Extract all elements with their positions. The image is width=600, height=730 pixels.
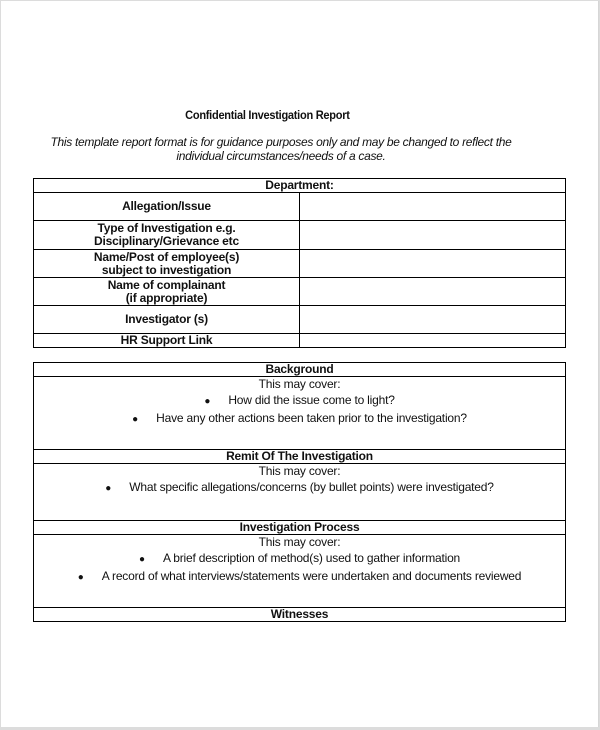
process-bullet-1: ● A brief description of method(s) used to gather information <box>138 551 461 565</box>
background-bullet-1: ● How did the issue come to light? <box>204 393 395 407</box>
sections-table <box>33 362 566 622</box>
remit-body[interactable] <box>34 464 566 521</box>
intro-line-2: individual circumstances/needs of a case. <box>176 149 386 163</box>
background-bullet-2: ● Have any other actions been taken prior to the investigation? <box>132 411 467 425</box>
hr-support-label: HR Support Link <box>34 334 300 348</box>
investigator-label: Investigator (s) <box>34 306 300 334</box>
document-page <box>1 1 599 727</box>
background-body[interactable] <box>34 377 566 450</box>
investigator-field[interactable] <box>300 306 566 334</box>
complainant-field[interactable] <box>300 278 566 306</box>
remit-heading: Remit Of The Investigation <box>34 450 566 464</box>
investigation-type-label: Type of Investigation e.g. Disciplinary/Grievance etc <box>34 221 300 250</box>
intro-line-1: This template report format is for guidance purposes only and may be changed to reflect the <box>50 135 512 149</box>
bullet-icon: ● <box>77 572 84 583</box>
witnesses-heading: Witnesses <box>34 608 566 622</box>
report-title: Confidential Investigation Report <box>184 108 350 122</box>
background-intro: This may cover: <box>258 377 341 391</box>
hr-support-field[interactable] <box>300 334 566 348</box>
background-heading: Background <box>34 363 566 377</box>
details-table <box>33 178 566 348</box>
process-intro: This may cover: <box>258 535 341 549</box>
process-heading: Investigation Process <box>34 521 566 535</box>
process-body[interactable] <box>34 535 566 608</box>
allegation-field[interactable] <box>300 193 566 221</box>
allegation-label: Allegation/Issue <box>34 193 300 221</box>
process-bullet-2: ● A record of what interviews/statements were undertaken and documents reviewed <box>77 569 522 583</box>
bullet-icon: ● <box>132 414 138 425</box>
investigation-type-field[interactable] <box>300 221 566 250</box>
bullet-icon: ● <box>138 554 145 565</box>
employee-field[interactable] <box>300 250 566 278</box>
bullet-icon: ● <box>105 483 112 494</box>
remit-intro: This may cover: <box>258 464 341 478</box>
bullet-icon: ● <box>204 396 211 407</box>
department-header: Department: <box>34 179 566 193</box>
remit-bullet-1: ● What specific allegations/concerns (by bullet points) were investigated? <box>105 480 494 494</box>
employee-label: Name/Post of employee(s) subject to investigation <box>34 250 300 278</box>
complainant-label: Name of complainant (if appropriate) <box>34 278 300 306</box>
intro-text <box>31 135 531 163</box>
